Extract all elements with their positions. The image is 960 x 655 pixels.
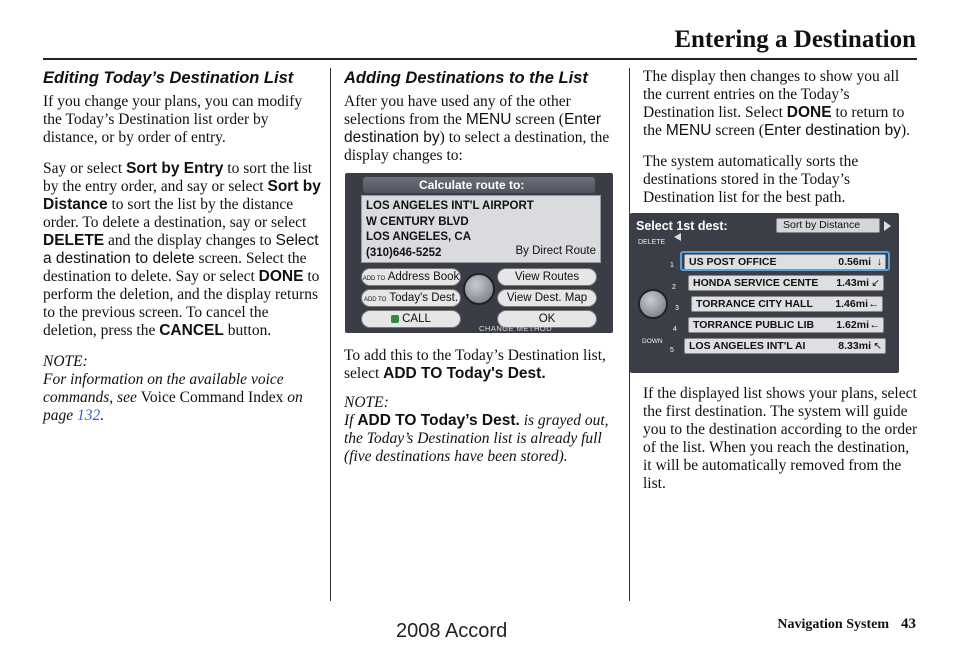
row-number: 4 [673,326,677,333]
term-delete: DELETE [43,232,105,249]
dest-phone: (310)646-5252 [366,246,442,259]
select-first-dest-screenshot [630,213,899,373]
term-done-2: DONE [786,104,832,121]
down-label[interactable]: DOWN [642,338,663,345]
sort-arrow-icon[interactable] [884,221,891,231]
term-select-destination-delete: Select a destination to delete [43,232,319,267]
change-method-label: CHANGE METHOD [479,324,553,333]
note-label: NOTE: [43,353,88,370]
joystick-knob-icon-2[interactable] [638,289,668,319]
direction-arrow-icon: ↙ [871,277,880,289]
direction-arrow-icon: ↖ [873,340,882,352]
header-divider [43,58,917,60]
paragraph-intro: If you change your plans, you can modify the Today’s Destination list order by distance, or by order of entry. [43,93,303,146]
note-voice-commands: For information on the available voice commands, see Voice Command Index on page 132. [43,371,303,424]
list-item[interactable]: TORRANCE PUBLIC LIB 1.62mi ← [688,317,884,333]
sort-by-distance-button[interactable]: Sort by Distance [776,218,880,233]
column-adding-destinations [344,68,618,479]
dest-line-1: LOS ANGELES INT'L AIRPORT [366,200,534,212]
route-method: By Direct Route [515,244,596,257]
add-to-todays-dest-button[interactable]: ADD TO Today's Dest. [361,289,461,307]
delete-label[interactable]: DELETE [638,239,666,246]
page-header-title: Entering a Destination [674,26,916,53]
selection-highlight [680,251,890,271]
dest-line-2: W CENTURY BLVD [366,215,469,228]
screen-title-2: Select 1st dest: [636,219,728,233]
term-add-to-todays-dest-grayed: ADD TO Today’s Dest. [357,412,520,429]
voice-command-index-ref: Voice Command Index [140,389,284,406]
call-button[interactable]: CALL [361,310,461,328]
paragraph-sort-delete: Say or select Sort by Entry to sort the list by the entry order, and say or select Sort by Distance to sort the list by the distance order. To delete a destination, say or select DELETE and the display changes to Select a destination to delete screen. Select the destination to delete. Say or select DONE to perform the deletion, and the display returns to the previous screen. To cancel the deletion, press the CANCEL button. [43,160,321,339]
term-menu-2: MENU [665,122,712,139]
direction-arrow-icon: ↓ [876,256,882,268]
column-editing-list [43,68,321,438]
add-to-address-book-button[interactable]: ADD TO Address Book [361,268,461,286]
section-heading-editing: Editing Today’s Destination List [43,69,294,87]
row-number: 2 [672,284,676,291]
note-label-2: NOTE: [344,394,389,411]
term-cancel: CANCEL [159,322,224,339]
paragraph-adding-intro: After you have used any of the other selections from the MENU screen (Enter destination by) to select a destination, the display changes to: [344,93,610,164]
term-menu: MENU [465,111,512,128]
view-routes-button[interactable]: View Routes [497,268,597,286]
column-divider-1 [330,68,331,601]
direction-arrow-icon: ← [868,298,879,310]
list-item[interactable]: HONDA SERVICE CENTE 1.43mi ↙ [688,275,884,291]
page-footer [777,616,916,633]
column-destination-list [636,68,919,506]
row-number: 1 [670,262,674,269]
delete-arrow-icon[interactable] [674,233,681,241]
paragraph-guidance: If the displayed list shows your plans, select the first destination. The system will guide you to the destination according to the order of the list. When you reach the destination, it will be automatically removed from the list. [643,385,918,492]
paragraph-current-entries: The display then changes to show you all the current entries on the Today’s Destination list. Select DONE to return to the MENU screen (Enter destination by). [643,68,911,139]
section-heading-adding: Adding Destinations to the List [344,69,588,87]
list-item[interactable]: US POST OFFICE 0.56mi ↓ [684,254,886,270]
ok-button[interactable]: OK [497,310,597,328]
paragraph-auto-sort: The system automatically sorts the destinations stored in the Today’s Destination list for the best path. [643,153,859,206]
phone-icon [391,315,399,323]
footer-section: Navigation System [777,617,889,632]
page-number: 43 [901,616,916,632]
term-enter-destination-by-2: Enter destination by [763,122,901,139]
term-done: DONE [258,268,304,285]
direction-arrow-icon: ← [869,319,880,331]
page-132-link[interactable]: 132 [77,407,101,424]
screen-title: Calculate route to: [363,177,595,193]
paragraph-add-to-list: To add this to the Today’s Destination list, select ADD TO Today's Dest. [344,347,606,382]
note-list-full: If ADD TO Today’s Dest. is grayed out, the Today’s Destination list is already full (five destinations have been stored). [344,412,609,465]
list-item[interactable]: LOS ANGELES INT'L AI 8.33mi ↖ [684,338,886,354]
calculate-route-screenshot [345,173,613,333]
watermark-text: 2008 Accord [396,620,508,642]
dest-line-3: LOS ANGELES, CA [366,231,471,243]
destination-info-panel [361,195,601,263]
term-enter-destination-by: Enter destination by [344,111,602,146]
row-number: 5 [670,347,674,354]
term-sort-by-distance: Sort by Distance [43,178,321,213]
list-item[interactable]: TORRANCE CITY HALL 1.46mi ← [691,296,883,312]
term-sort-by-entry: Sort by Entry [126,160,224,177]
row-number: 3 [675,305,679,312]
term-add-to-todays-dest: ADD TO Today's Dest. [383,365,546,382]
view-dest-map-button[interactable]: View Dest. Map [497,289,597,307]
joystick-knob-icon[interactable] [463,273,495,305]
